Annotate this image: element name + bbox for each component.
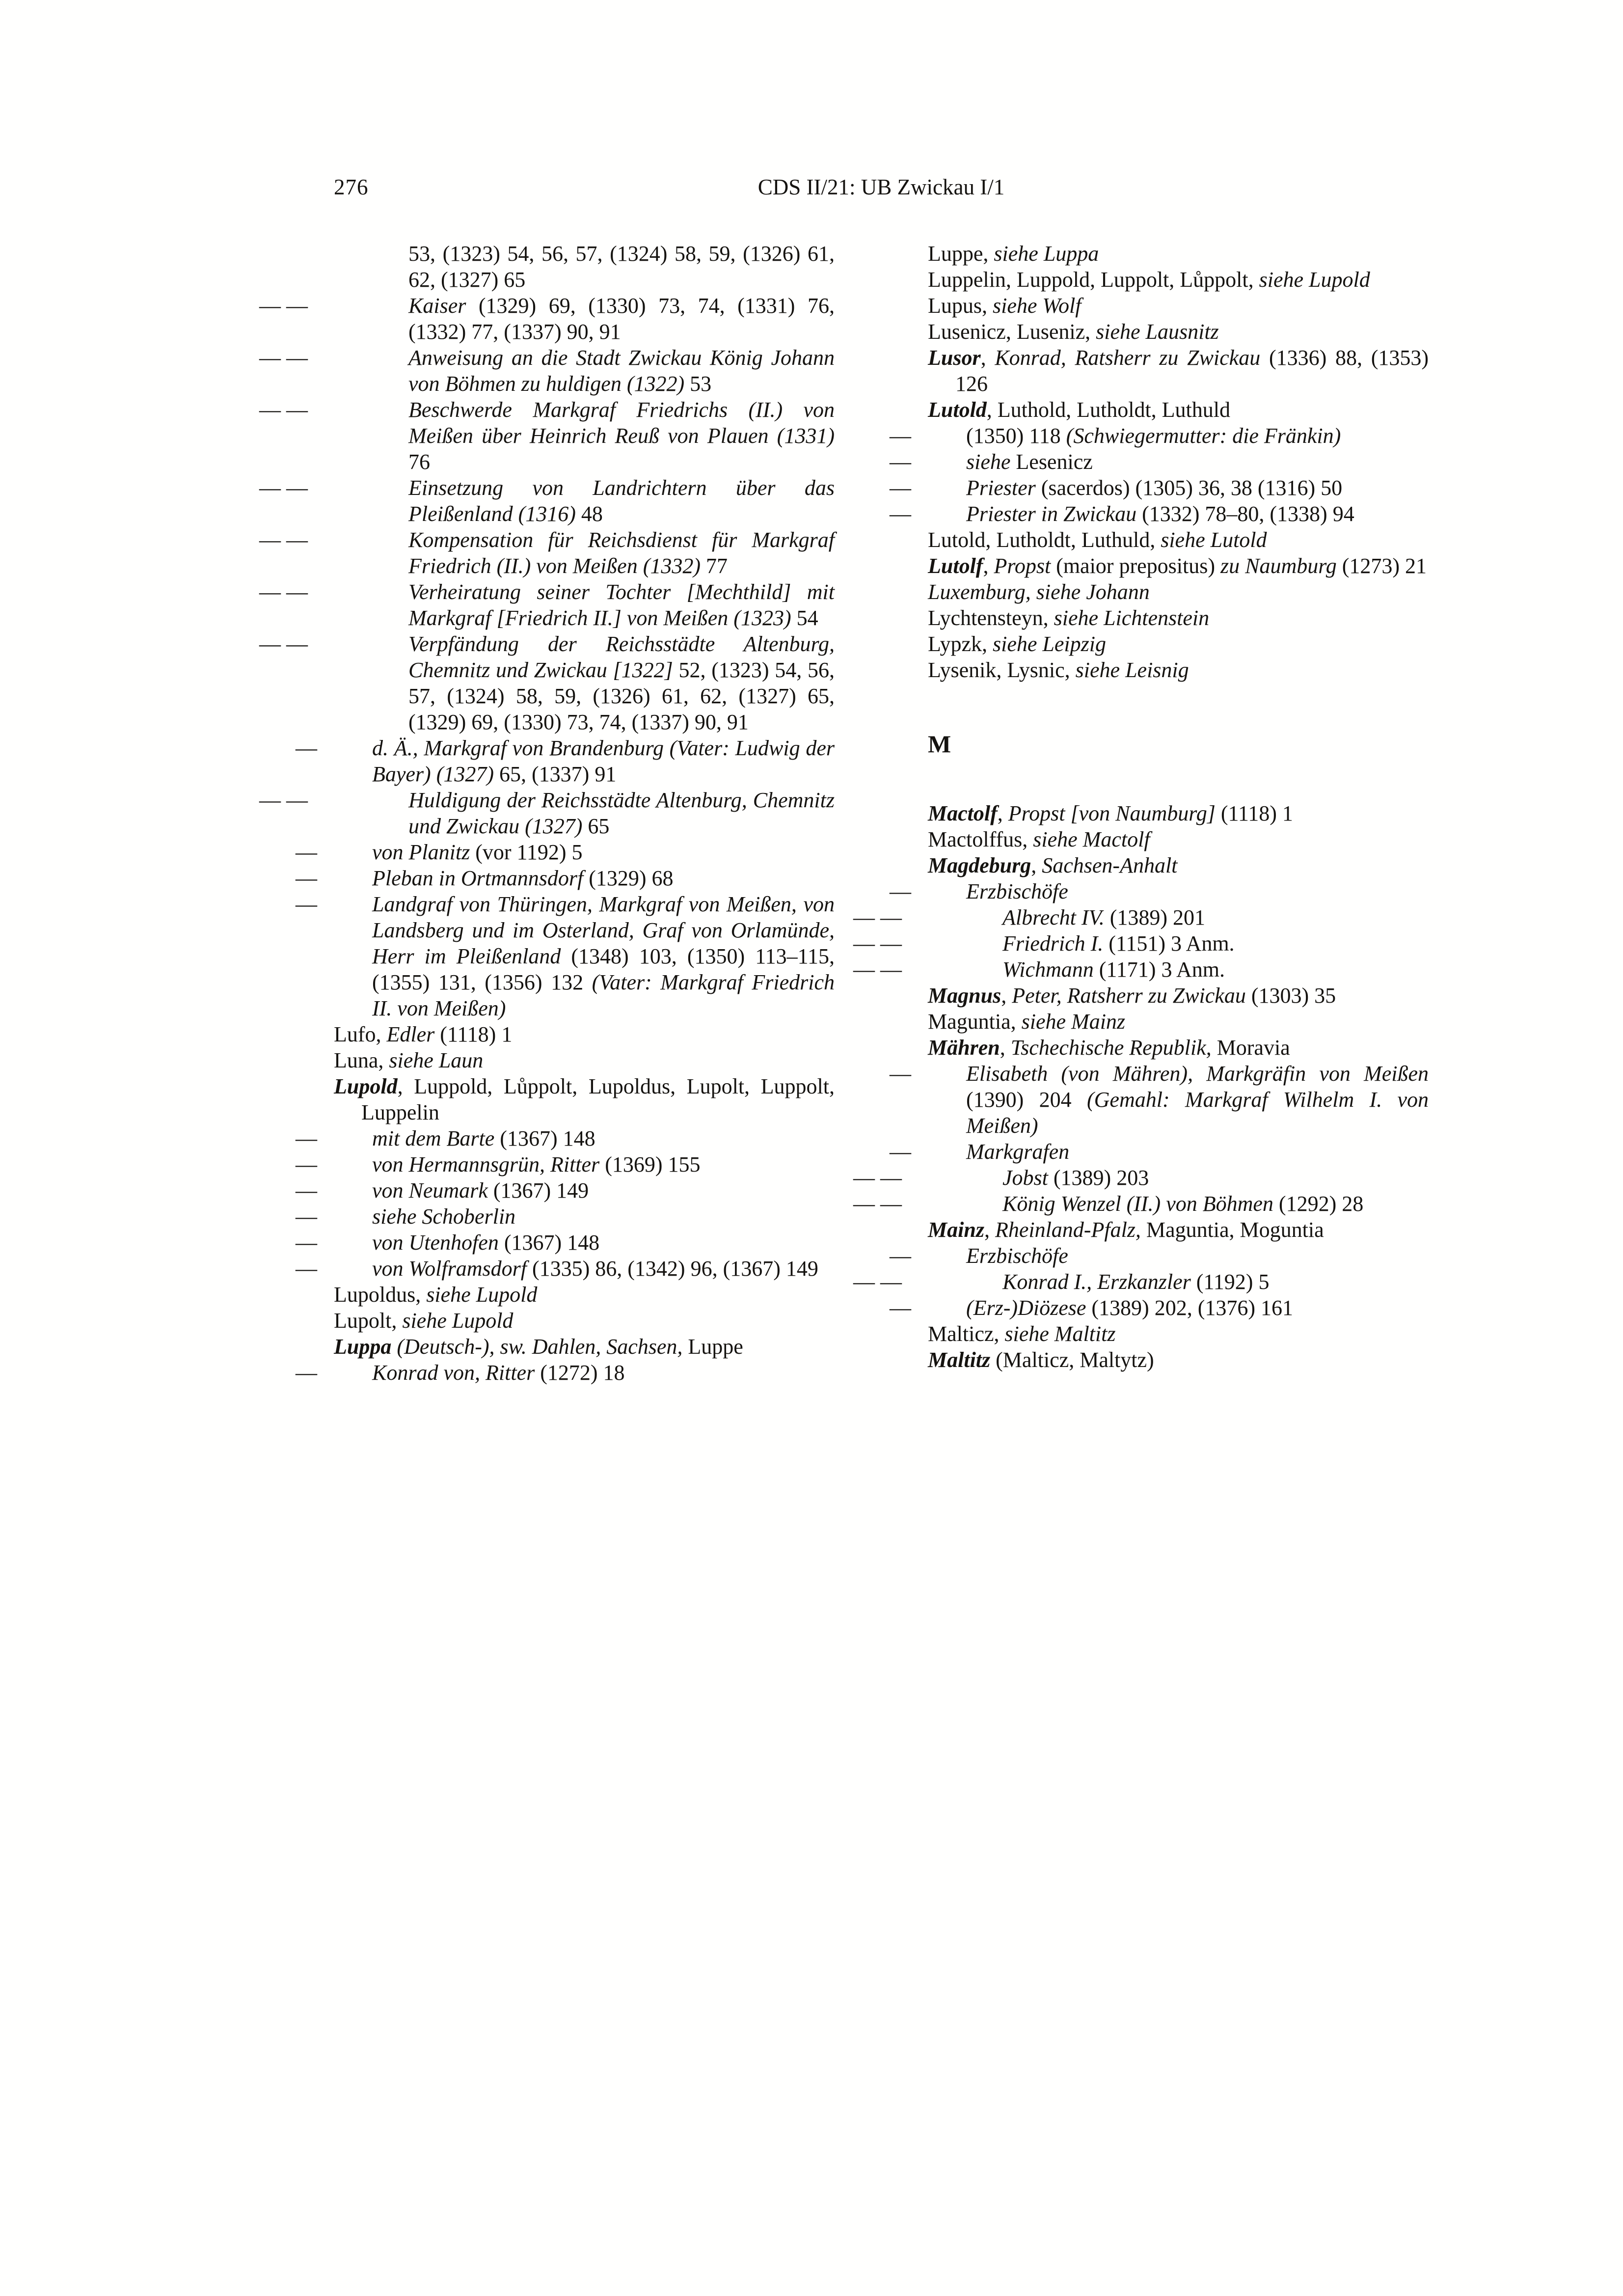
text-run: siehe Lutold [1161, 528, 1267, 552]
entry-dash-prefix: — — [259, 632, 308, 656]
text-run: , [983, 554, 994, 578]
text-run: siehe Luppa [994, 242, 1099, 266]
entry-dash-prefix: — [296, 1257, 317, 1281]
text-run: Mactolffus, [928, 827, 1033, 851]
text-run: Luppe, [928, 242, 994, 266]
entry-dash-prefix: — [890, 1244, 911, 1268]
text-run: Lupold [334, 1074, 398, 1098]
text-run: (1348) 103, (1350) 113–115, (1355) 131, (1356) 132 [372, 944, 835, 994]
entry-dash-prefix: — — [853, 931, 902, 956]
text-run: siehe [966, 450, 1011, 474]
index-entry [928, 579, 1429, 605]
index-entry [890, 501, 1429, 527]
text-run: mit dem Barte [372, 1126, 495, 1150]
text-run: Lufo, [334, 1022, 387, 1046]
index-entry [296, 839, 835, 865]
entry-dash-prefix: — — [259, 580, 308, 604]
text-run: Elisabeth (von Mähren), Markgräfin von Meißen [966, 1062, 1429, 1086]
text-run: (Malticz, Maltytz) [990, 1348, 1154, 1372]
text-run: Lusenicz, Luseniz, [928, 320, 1096, 344]
text-run: Kaiser [408, 294, 466, 318]
index-entry [928, 1347, 1429, 1373]
text-run: (Deutsch-), sw. Dahlen, Sachsen, [397, 1335, 683, 1359]
text-run: 76 [408, 450, 430, 474]
text-run: Luppelin, Luppold, Luppolt, Lůppolt, [928, 268, 1259, 292]
text-run: Beschwerde Markgraf Friedrichs (II.) von Meißen über Heinrich Reuß von Plauen (1331) [408, 398, 835, 448]
text-run: siehe Lupold [402, 1309, 514, 1333]
text-run: von Planitz [372, 840, 470, 864]
entry-dash-prefix: — — [259, 528, 308, 552]
text-run: Luppe [682, 1335, 743, 1359]
index-entry [853, 904, 1429, 930]
text-run: Lupus, [928, 294, 993, 318]
text-run: siehe Maltitz [1004, 1322, 1116, 1346]
index-entry [890, 475, 1429, 501]
text-run: von Utenhofen [372, 1230, 499, 1255]
text-run: Lutolf [928, 554, 983, 578]
text-run: Magdeburg [928, 853, 1031, 877]
index-entry [334, 241, 835, 293]
entry-dash-prefix: — [890, 476, 911, 500]
index-entry [334, 1073, 835, 1125]
text-run: Rheinland-Pfalz, [995, 1218, 1141, 1242]
text-run: 52, (1323) 54, 56, 57, (1324) 58, 59, (1326) 61, 62, (1327) 65, (1329) 69, (1330) 73, 74, (1337) 90, 91 [408, 658, 835, 734]
entry-dash-prefix: — [890, 424, 911, 448]
text-run: siehe Leipzig [992, 632, 1106, 656]
text-run: (1367) 148 [494, 1126, 595, 1150]
entry-dash-prefix: — [296, 1152, 317, 1176]
text-run: , Luthold, Lutholdt, Luthuld [986, 398, 1230, 422]
text-run: , [1031, 853, 1042, 877]
index-entry [890, 878, 1429, 904]
text-run: Lesenicz [1010, 450, 1093, 474]
index-entry [890, 423, 1429, 449]
index-entry [928, 319, 1429, 345]
text-run: Propst [von Naumburg] [1008, 801, 1216, 825]
text-run: , [1000, 1036, 1011, 1060]
text-run: (1151) 3 Anm. [1103, 931, 1235, 956]
index-entry [334, 1021, 835, 1047]
index-entry [928, 1217, 1429, 1243]
index-entry [928, 800, 1429, 826]
text-run: Konrad I., Erzkanzler [1002, 1270, 1191, 1294]
index-entry [296, 1256, 835, 1282]
text-run: siehe Mainz [1021, 1010, 1126, 1034]
entry-dash-prefix: — — [259, 476, 308, 500]
text-run: (Erz-)Diözese [966, 1296, 1086, 1320]
entry-dash-prefix: — [296, 1204, 317, 1229]
index-entry [928, 657, 1429, 683]
text-run: 54 [791, 606, 818, 630]
text-run: zu Naumburg [1220, 554, 1337, 578]
index-entry [296, 735, 835, 787]
index-entry [259, 631, 835, 735]
index-entry [890, 1061, 1429, 1139]
text-run: Lypzk, [928, 632, 993, 656]
index-entry [259, 397, 835, 475]
text-run: Propst [994, 554, 1051, 578]
text-run: Huldigung der Reichsstädte Altenburg, Chemnitz und Zwickau (1327) [408, 788, 835, 838]
text-run: Maguntia, Moguntia [1140, 1218, 1324, 1242]
entry-dash-prefix: — [296, 866, 317, 890]
text-run: , [997, 801, 1008, 825]
text-run: Erzbischöfe [966, 1244, 1068, 1268]
index-entry [259, 293, 835, 345]
text-run: Konrad, Ratsherr zu Zwickau [995, 346, 1261, 370]
text-run: Priester in Zwickau [966, 502, 1137, 526]
index-entry [928, 293, 1429, 319]
text-run: siehe Wolf [993, 294, 1082, 318]
index-entry [928, 1321, 1429, 1347]
entry-dash-prefix: — — [853, 1192, 902, 1216]
text-run: (1329) 68 [583, 866, 674, 890]
text-run: (1350) 118 [966, 424, 1066, 448]
text-run: (1118) 1 [434, 1022, 513, 1046]
text-run: (vor 1192) 5 [470, 840, 583, 864]
text-run: siehe Lausnitz [1096, 320, 1219, 344]
entry-dash-prefix: — [296, 1126, 317, 1150]
index-entry [296, 1151, 835, 1177]
index-entry [928, 527, 1429, 553]
text-run: Tschechische Republik, [1010, 1036, 1212, 1060]
entry-dash-prefix: — [890, 502, 911, 526]
text-run: , Luppold, Lůppolt, Lupoldus, Lupolt, Luppolt, Luppelin [361, 1074, 835, 1124]
entry-dash-prefix: — [890, 1062, 911, 1086]
text-run: (1332) 78–80, (1338) 94 [1136, 502, 1354, 526]
index-entry [296, 891, 835, 1021]
text-run: 65, (1337) 91 [494, 762, 617, 786]
index-entry [296, 1360, 835, 1386]
text-run: Friedrich I. [1002, 931, 1104, 956]
text-run: d. Ä., Markgraf von Brandenburg (Vater: Ludwig der Bayer) (1327) [372, 736, 835, 786]
text-run: Moravia [1211, 1036, 1290, 1060]
text-run: von Neumark [372, 1178, 488, 1203]
index-entry [296, 1125, 835, 1151]
index-entry [334, 1308, 835, 1334]
text-run: siehe Lupold [1259, 268, 1370, 292]
text-run: Mähren [928, 1036, 1000, 1060]
index-entry [928, 852, 1429, 878]
entry-dash-prefix: — [296, 892, 317, 916]
index-entry [259, 787, 835, 839]
text-run: Mactolf [928, 801, 998, 825]
text-run: , [984, 1218, 995, 1242]
text-run: (1367) 149 [487, 1178, 589, 1203]
entry-dash-prefix: — — [259, 398, 308, 422]
entry-dash-prefix: — — [853, 905, 902, 929]
text-run: (maior prepositus) [1051, 554, 1220, 578]
index-column-right [853, 241, 1429, 1386]
text-run: Malticz, [928, 1322, 1005, 1346]
text-run: (1329) 69, (1330) 73, 74, (1331) 76, (1332) 77, (1337) 90, 91 [408, 294, 835, 344]
text-run: (1292) 28 [1273, 1192, 1364, 1216]
index-entry [296, 1230, 835, 1256]
page-number: 276 [334, 175, 369, 199]
text-run: Lupoldus, [334, 1283, 427, 1307]
entry-dash-prefix: — [296, 840, 317, 864]
index-entry [334, 1334, 835, 1360]
text-run: Maltitz [928, 1348, 991, 1372]
index-entry [928, 1035, 1429, 1061]
entry-dash-prefix: — — [259, 346, 308, 370]
text-run: Lutold [928, 398, 987, 422]
text-run: (1367) 148 [498, 1230, 600, 1255]
entry-dash-prefix: — [890, 1296, 911, 1320]
text-run: Erzbischöfe [966, 879, 1068, 903]
text-run: siehe Laun [389, 1048, 484, 1072]
page-head [334, 173, 1429, 201]
text-run: Luna, [334, 1048, 389, 1072]
text-run: (1389) 203 [1048, 1166, 1149, 1190]
text-run: Priester [966, 476, 1036, 500]
text-run: Verheiratung seiner Tochter [Mechthild] mit Markgraf [Friedrich II.] von Meißen (1323) [408, 580, 835, 630]
text-run: siehe Mactolf [1033, 827, 1150, 851]
index-entry [928, 631, 1429, 657]
index-entry [928, 241, 1429, 267]
index-entry [928, 605, 1429, 631]
text-run: Jobst [1002, 1166, 1048, 1190]
index-entry [928, 267, 1429, 293]
text-run: Landgraf von Thüringen, Markgraf von Meißen, von Landsberg und im Osterland, Graf von Orlamünde, Herr im Pleißenland [372, 892, 835, 968]
index-entry [928, 553, 1429, 579]
text-run: Peter, Ratsherr zu Zwickau [1012, 984, 1246, 1008]
text-run: Verpfändung der Reichsstädte Altenburg, Chemnitz und Zwickau [1322] [408, 632, 835, 682]
text-run: König Wenzel (II.) von Böhmen [1002, 1192, 1273, 1216]
index-entry [853, 1165, 1429, 1191]
entry-dash-prefix: — — [853, 957, 902, 982]
text-run: Maguntia, [928, 1010, 1022, 1034]
text-run: (Schwiegermutter: die Fränkin) [1066, 424, 1341, 448]
text-run: (1303) 35 [1245, 984, 1336, 1008]
index-entry [890, 1243, 1429, 1269]
text-run: (1118) 1 [1215, 801, 1293, 825]
text-run: , [1001, 984, 1012, 1008]
index-entry [853, 1269, 1429, 1295]
entry-dash-prefix: — — [853, 1166, 902, 1190]
text-run: siehe Leisnig [1075, 658, 1189, 682]
index-entry [296, 865, 835, 891]
text-run: (1369) 155 [599, 1152, 701, 1176]
text-run: Kompensation für Reichsdienst für Markgraf Friedrich (II.) von Meißen (1332) [408, 528, 835, 578]
entry-dash-prefix: — — [259, 294, 308, 318]
index-entry [259, 475, 835, 527]
index-entry [928, 397, 1429, 423]
index-entry [890, 1295, 1429, 1321]
index-entry [928, 1009, 1429, 1035]
entry-dash-prefix: — [890, 1140, 911, 1164]
index-entry [853, 930, 1429, 957]
text-run: Magnus [928, 984, 1001, 1008]
index-entry [296, 1177, 835, 1203]
text-run: von Wolframsdorf [372, 1257, 527, 1281]
index-columns [259, 241, 1429, 1386]
index-entry [259, 345, 835, 397]
index-entry [334, 1282, 835, 1308]
text-run: Anweisung an die Stadt Zwickau König Johann von Böhmen zu huldigen (1322) [408, 346, 835, 396]
text-run: (1272) 18 [535, 1361, 625, 1385]
entry-dash-prefix: — [296, 736, 317, 760]
text-run: 77 [701, 554, 728, 578]
text-run: Einsetzung von Landrichtern über das Pleißenland (1316) [408, 476, 835, 526]
text-run: Lupolt, [334, 1309, 403, 1333]
index-entry [928, 826, 1429, 852]
entry-dash-prefix: — — [853, 1270, 902, 1294]
text-run: Lutold, Lutholdt, Luthuld, [928, 528, 1161, 552]
text-run [391, 1335, 397, 1359]
text-run: Luppa [334, 1335, 392, 1359]
text-run: Edler [386, 1022, 435, 1046]
text-run: 48 [575, 502, 603, 526]
index-entry [928, 345, 1429, 397]
text-run: 53 [684, 372, 712, 396]
text-run: (1390) 204 [966, 1088, 1087, 1112]
text-run: von Hermannsgrün, Ritter [372, 1152, 600, 1176]
text-run: 53, (1323) 54, 56, 57, (1324) 58, 59, (1326) 61, 62, (1327) 65 [408, 242, 835, 292]
text-run: Mainz [928, 1218, 984, 1242]
entry-dash-prefix: — [296, 1230, 317, 1255]
text-run: (1192) 5 [1190, 1270, 1270, 1294]
running-header: CDS II/21: UB Zwickau I/1 [757, 175, 1005, 199]
text-run: (1171) 3 Anm. [1093, 957, 1225, 982]
index-entry [928, 983, 1429, 1009]
entry-dash-prefix: — — [259, 788, 308, 812]
text-run: Albrecht IV. [1002, 905, 1105, 929]
text-run: (sacerdos) (1305) 36, 38 (1316) 50 [1035, 476, 1343, 500]
text-run: 65 [582, 814, 610, 838]
text-run: Lusor [928, 346, 981, 370]
text-run: Markgrafen [966, 1140, 1070, 1164]
entry-dash-prefix: — [296, 1178, 317, 1203]
text-run: siehe Schoberlin [372, 1204, 516, 1229]
text-block [259, 173, 1429, 1386]
text-run: Wichmann [1002, 957, 1094, 982]
text-run: siehe Lupold [426, 1283, 538, 1307]
index-column-left [259, 241, 835, 1386]
entry-dash-prefix: — [890, 450, 911, 474]
text-run: Lychtensteyn, [928, 606, 1054, 630]
text-run: Lysenik, Lysnic, [928, 658, 1076, 682]
index-entry [296, 1203, 835, 1230]
text-run: (Vater: Markgraf Friedrich II. von Meißen) [372, 970, 835, 1020]
text-run: (1389) 201 [1104, 905, 1206, 929]
section-heading: M [928, 730, 951, 758]
index-entry [259, 527, 835, 579]
text-run: Pleban in Ortmannsdorf [372, 866, 584, 890]
text-run: Konrad von, Ritter [372, 1361, 535, 1385]
index-entry [259, 579, 835, 631]
text-run: siehe Lichtenstein [1054, 606, 1210, 630]
index-entry [853, 1191, 1429, 1217]
text-run: Sachsen-Anhalt [1042, 853, 1178, 877]
index-entry [890, 449, 1429, 475]
text-run: (Gemahl: Markgraf Wilhelm I. von Meißen) [966, 1088, 1429, 1138]
text-run: (1336) 88, (1353) 126 [955, 346, 1429, 396]
text-run: (1273) 21 [1336, 554, 1427, 578]
entry-dash-prefix: — [890, 879, 911, 903]
text-run: (1389) 202, (1376) 161 [1086, 1296, 1293, 1320]
text-run: , [980, 346, 995, 370]
entry-dash-prefix: — [296, 1361, 317, 1385]
text-run: Luxemburg, siehe Johann [928, 580, 1150, 604]
index-entry [853, 957, 1429, 983]
index-entry [890, 1139, 1429, 1165]
index-entry [334, 1047, 835, 1073]
text-run: (1335) 86, (1342) 96, (1367) 149 [526, 1257, 818, 1281]
